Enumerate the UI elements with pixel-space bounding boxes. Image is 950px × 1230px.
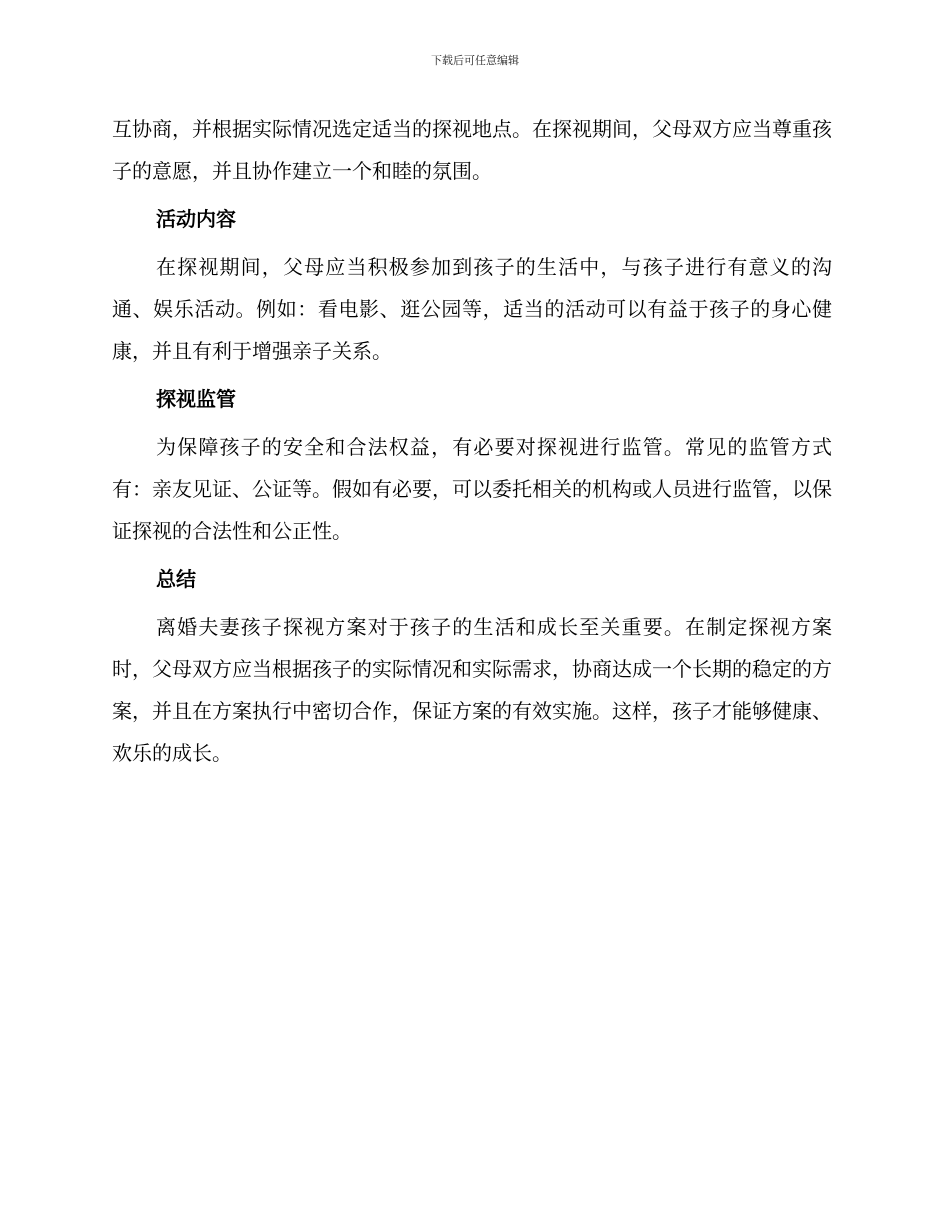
section-heading-supervision: 探视监管 bbox=[156, 387, 236, 411]
document-body bbox=[112, 108, 832, 774]
page-header: 下载后可任意编辑 bbox=[431, 54, 519, 67]
paragraph-continuation: 互协商，并根据实际情况选定适当的探视地点。在探视期间，父母双方应当尊重孩子的意愿，并且协作建立一个和睦的氛围。 bbox=[112, 117, 832, 183]
paragraph-summary: 离婚夫妻孩子探视方案对于孩子的生活和成长至关重要。在制定探视方案时，父母双方应当根据孩子的实际情况和实际需求，协商达成一个长期的稳定的方案，并且在方案执行中密切合作，保证方案的有效实施。这样，孩子才能够健康、欢乐的成长。 bbox=[112, 615, 832, 765]
section-heading-activities: 活动内容 bbox=[156, 207, 236, 231]
paragraph-activities: 在探视期间，父母应当积极参加到孩子的生活中，与孩子进行有意义的沟通、娱乐活动。例如：看电影、逛公园等，适当的活动可以有益于孩子的身心健康，并且有利于增强亲子关系。 bbox=[112, 255, 832, 363]
section-heading-summary: 总结 bbox=[156, 567, 196, 591]
paragraph-supervision: 为保障孩子的安全和合法权益，有必要对探视进行监管。常见的监管方式有：亲友见证、公证等。假如有必要，可以委托相关的机构或人员进行监管，以保证探视的合法性和公正性。 bbox=[112, 435, 832, 543]
